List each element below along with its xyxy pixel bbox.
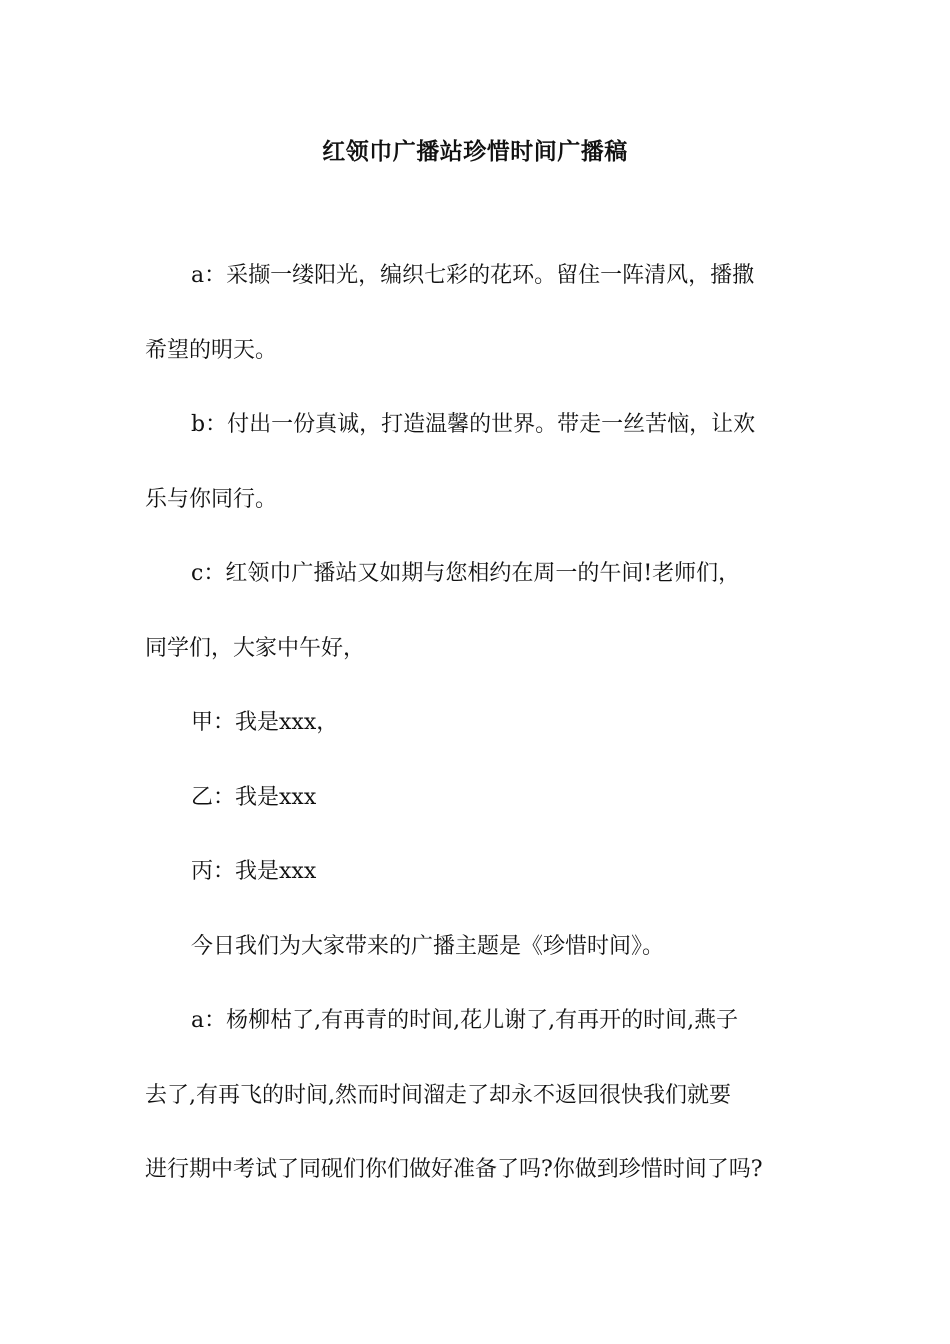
paragraph-line: a：采撷一缕阳光，编织七彩的花环。留住一阵清风，播撒 xyxy=(191,263,755,288)
paragraph-line: 同学们，大家中午好， xyxy=(145,635,366,661)
paragraph-line: 甲：我是xxx， xyxy=(191,710,339,735)
paragraph-line: 乐与你同行。 xyxy=(145,486,278,512)
document-body xyxy=(145,258,815,1227)
paragraph-line: 今日我们为大家带来的广播主题是《珍惜时间》。 xyxy=(191,933,665,959)
paragraph-line: 丙：我是xxx xyxy=(191,859,317,884)
paragraph-line: 进行期中考试了同砚们你们做好准备了吗?你做到珍惜时间了吗? xyxy=(145,1157,763,1182)
paragraph-line: c：红领巾广播站又如期与您相约在周一的午间!老师们， xyxy=(191,561,741,586)
paragraph-line: 去了,有再飞的时间,然而时间溜走了却永不返回很快我们就要 xyxy=(145,1082,731,1108)
paragraph-line: a：杨柳枯了,有再青的时间,花儿谢了,有再开的时间,燕子 xyxy=(191,1008,739,1033)
paragraph-line: b：付出一份真诚，打造温馨的世界。带走一丝苦恼，让欢 xyxy=(191,412,756,437)
paragraph-line: 希望的明天。 xyxy=(145,337,278,363)
paragraph-line: 乙：我是xxx xyxy=(191,784,317,810)
document-title: 红领巾广播站珍惜时间广播稿 xyxy=(322,138,628,165)
